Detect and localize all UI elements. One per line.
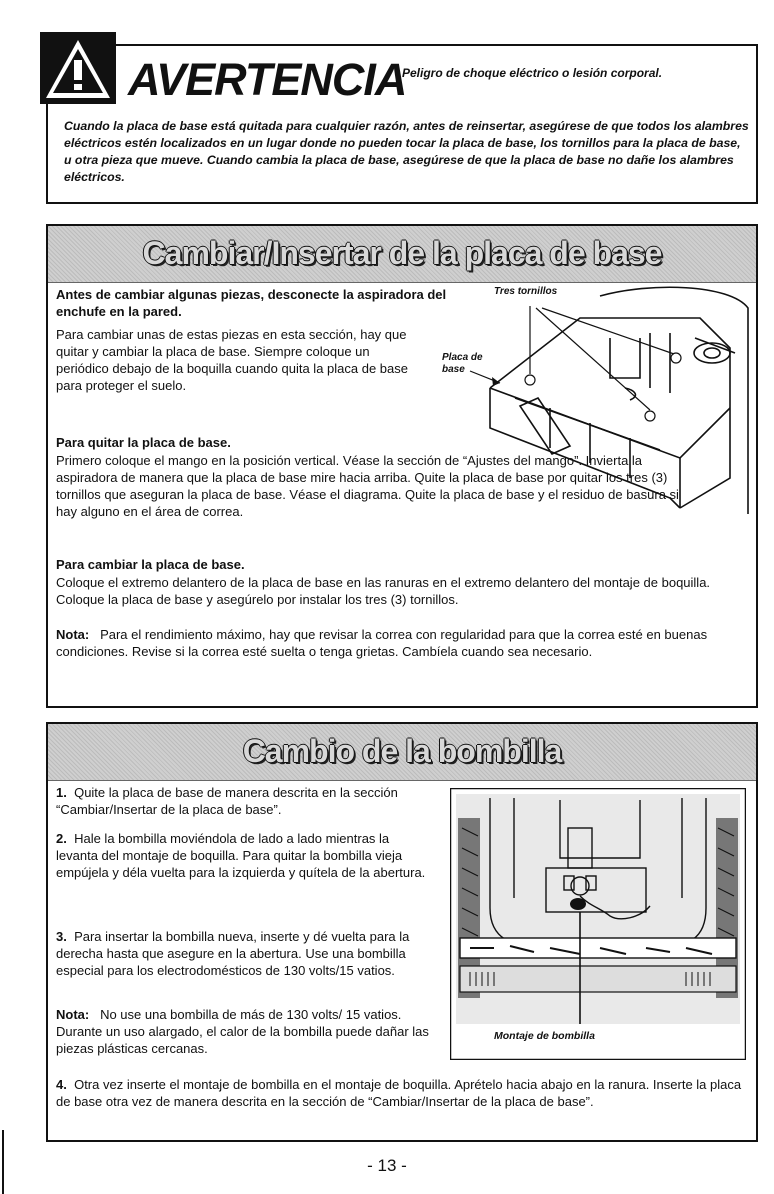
step-4-number: 4. <box>56 1077 67 1092</box>
note-label: Nota: <box>56 627 90 642</box>
step-3-text: Para insertar la bombilla nueva, inserte y dé vuelta para la derecha hasta que asegure en la abertura. Use una bombilla especial para los electrodomésticos de 130 volts/15 vatios. <box>56 929 410 978</box>
step-2-text: Hale la bombilla moviéndola de lado a lado mientras la levanta del montaje de boquilla. Para quitar la bombilla vieja empújela y déla vuelta para la izquierda y quítela de la abertura. <box>56 831 426 880</box>
remove-text: Primero coloque el mango en la posición vertical. Véase la sección de “Ajustes del mango”. Invierta la aspiradora de manera que la placa de base mire hacia arriba. Quite la placa de base por quitar los tres (3) tornillos que aseguran la placa de base. Véase el diagrama. Quite la placa de base y el residuo de basura si hay alguno en el área de correa. <box>56 453 679 519</box>
bulb-title: Cambio de la bombilla <box>242 733 562 769</box>
page-number: - 13 - <box>367 1156 407 1175</box>
three-screws-label: Tres tornillos <box>494 286 558 297</box>
bulb-banner <box>48 724 756 781</box>
base-plate-banner <box>48 226 756 283</box>
bulb-step-4 <box>56 1076 748 1110</box>
base-plate-diagram <box>430 278 752 514</box>
warning-body: Cuando la placa de base está quitada para cualquier razón, antes de reinsertar, asegúrese de que todos los alambres eléctricos estén localizados en un lugar donde no pueden tocar la placa de base, los tornillos para la placa de base, u otra pieza que mueve. Cuando cambia la placa de base, asegúrese de que la placa de base no dañe los alambres eléctricos. <box>64 119 749 184</box>
bulb-step-1 <box>56 784 428 818</box>
bulb-assembly-diagram <box>450 788 746 1060</box>
replace-text: Coloque el extremo delantero de la placa de base en las ranuras en el extremo delantero del montaje de boquilla. Coloque la placa de base y asegúrelo por instalar los tres (3) tornillos. <box>56 575 711 607</box>
warning-subtitle: Peligro de choque eléctrico o lesión corporal. <box>402 66 663 80</box>
note-text: Para el rendimiento máximo, hay que revisar la correa con regularidad para que la correa esté en buenas condiciones. Revise si la correa esté suelta o tenga grietas. Cambíela cuando sea necesario. <box>56 627 708 659</box>
bulb-note <box>56 1006 434 1057</box>
bulb-note-label: Nota: <box>56 1007 90 1022</box>
base-plate-label: Placa de base <box>442 352 483 375</box>
step-2-number: 2. <box>56 831 67 846</box>
base-plate-intro: Para cambiar unas de estas piezas en esta sección, hay que quitar y cambiar la placa de base. Siempre coloque un periódico debajo de la boquilla cuando quita la placa de base para proteger el suelo. <box>56 327 408 393</box>
replace-heading: Para cambiar la placa de base. <box>56 557 245 572</box>
warning-title: AVERTENCIA <box>128 54 407 105</box>
bulb-step-2 <box>56 830 434 881</box>
base-plate-title: Cambiar/Insertar de la placa de base <box>142 235 662 271</box>
step-3-number: 3. <box>56 929 67 944</box>
bulb-note-text: No use una bombilla de más de 130 volts/ 15 vatios. Durante un uso alargado, el calor de la bombilla puede dañar las piezas plásticas cercanas. <box>56 1007 429 1056</box>
step-1-text: Quite la placa de base de manera descrita en la sección “Cambiar/Insertar de la placa de base”. <box>56 785 398 817</box>
step-4-text: Otra vez inserte el montaje de bombilla en el montaje de boquilla. Aprételo hacia abajo en la ranura. Inserte la placa de base otra vez de manera descrita en la sección de “Cambiar/Insertar de la placa de base”. <box>56 1077 742 1109</box>
binding-edge-mark <box>2 1130 4 1194</box>
disconnect-warning: Antes de cambiar algunas piezas, desconecte la aspiradora del enchufe en la pared. <box>56 287 447 319</box>
warning-triangle-icon <box>40 32 116 104</box>
maintenance-note <box>56 626 746 660</box>
bulb-step-3 <box>56 928 434 979</box>
bulb-assembly-label: Montaje de bombilla <box>494 1030 595 1042</box>
remove-heading: Para quitar la placa de base. <box>56 435 231 450</box>
step-1-number: 1. <box>56 785 67 800</box>
